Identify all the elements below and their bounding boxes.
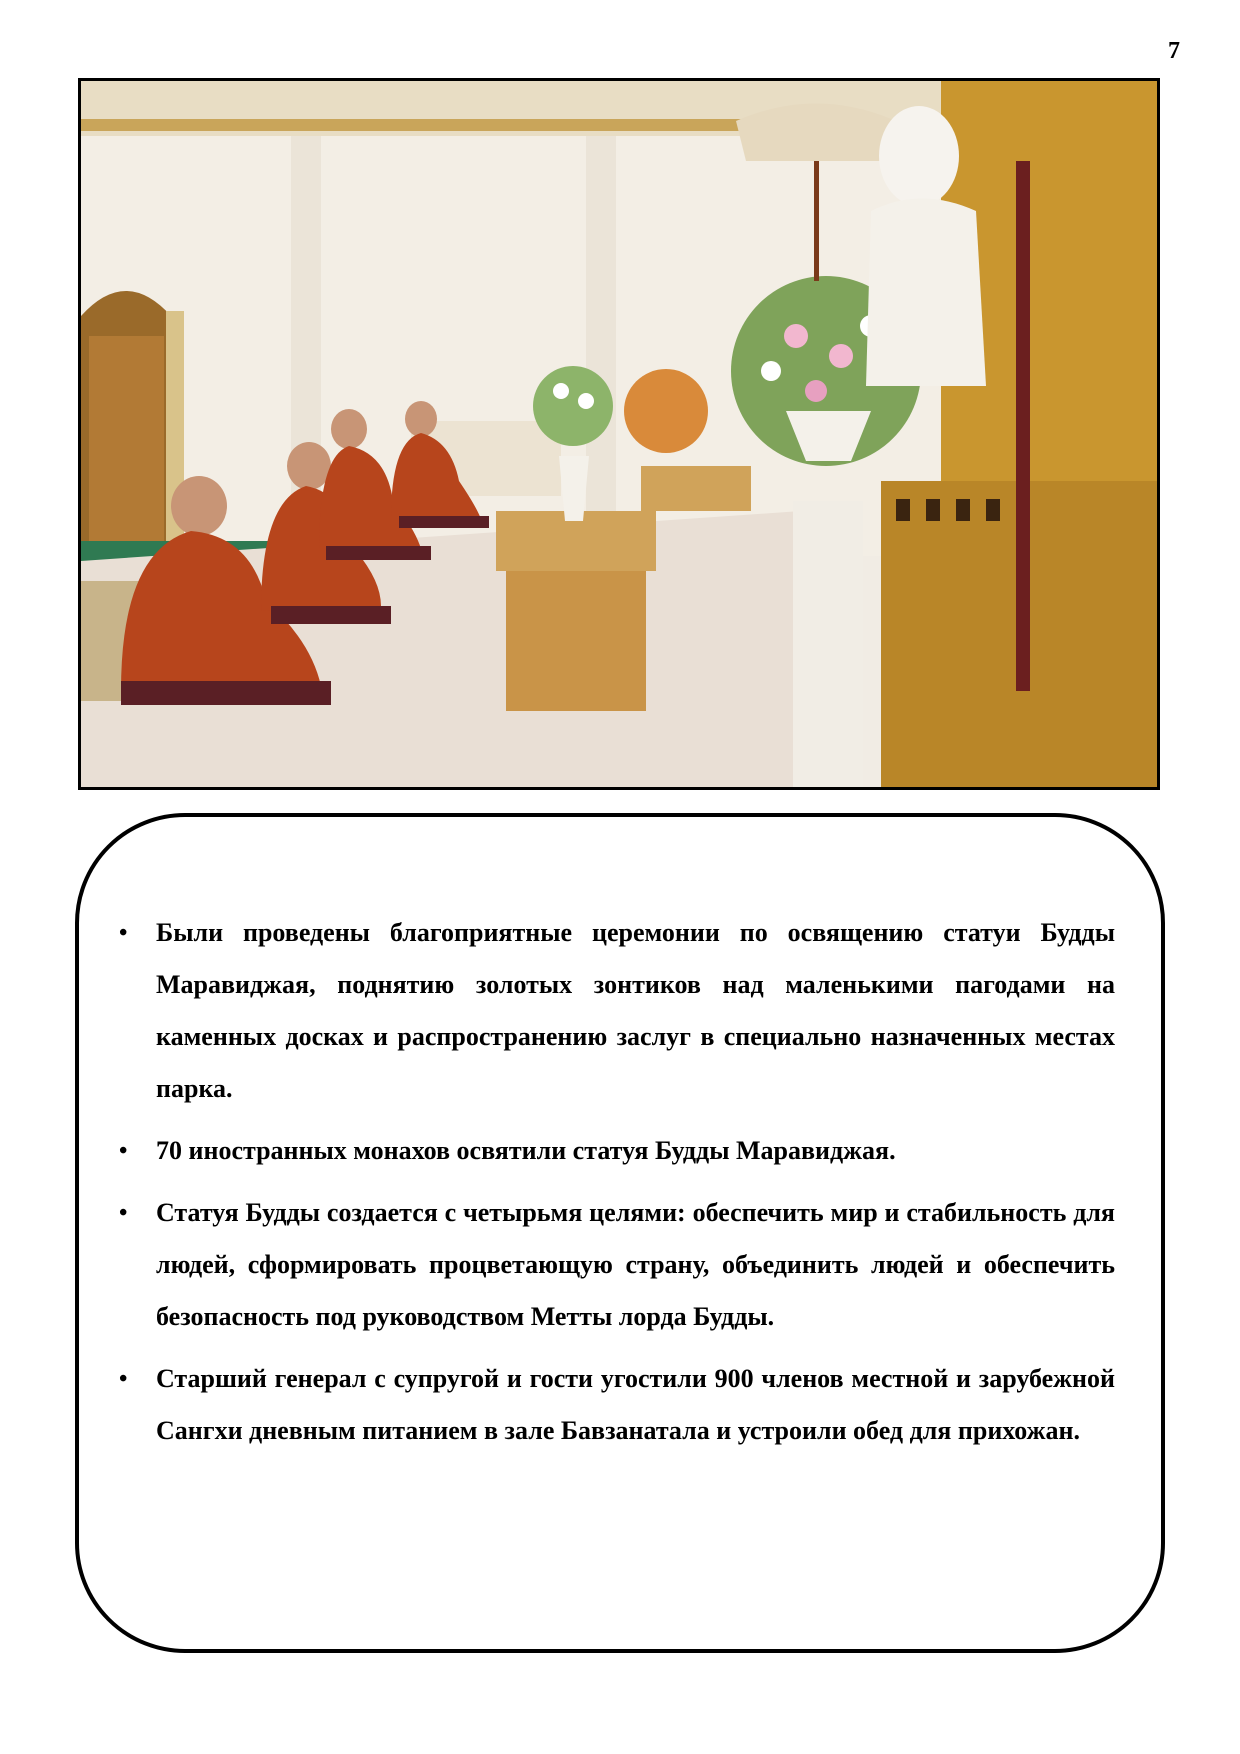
flower	[578, 393, 594, 409]
altar-niche	[926, 499, 940, 521]
orange-bouquet	[624, 369, 708, 453]
umbrella-pole	[814, 161, 819, 281]
carved-table	[641, 466, 751, 511]
door-panel	[89, 336, 164, 551]
altar-niche	[956, 499, 970, 521]
flower	[829, 344, 853, 368]
carved-table-legs	[506, 571, 646, 711]
list-item: • 70 иностранных монахов освятили статуя Будды Маравиджая.	[156, 1125, 1115, 1177]
flower	[784, 324, 808, 348]
flower	[553, 383, 569, 399]
flower-bouquet	[533, 366, 613, 446]
altar-niche	[896, 499, 910, 521]
page-number: 7	[1168, 38, 1180, 64]
altar-niche	[986, 499, 1000, 521]
marble-pedestal	[793, 501, 863, 787]
ceremonial-umbrella	[736, 104, 896, 162]
ceremony-photo	[78, 78, 1160, 790]
photo-icon	[81, 81, 1157, 787]
flower	[761, 361, 781, 381]
flower	[805, 380, 827, 402]
bullet-list	[79, 907, 1161, 1467]
text-panel	[75, 813, 1165, 1653]
list-item: • Статуя Будды создается с четырьмя целями: обеспечить мир и стабильность для людей, сформировать процветающую страну, объединить людей и обеспечить безопасность под руководством Метты лорда Будды.	[156, 1187, 1115, 1343]
shrine-pillar	[1016, 161, 1030, 691]
wall-pillar	[586, 136, 616, 556]
list-item: • Старший генерал с супругой и гости угостили 900 членов местной и зарубежной Сангхи дневным питанием в зале Бавзанатала и устроили обед для прихожан.	[156, 1353, 1115, 1457]
list-item: • Были проведены благоприятные церемонии по освящению статуи Будды Маравиджая, поднятию золотых зонтиков над маленькими пагодами на каменных досках и распространению заслуг в специально назначенных местах парка.	[156, 907, 1115, 1115]
